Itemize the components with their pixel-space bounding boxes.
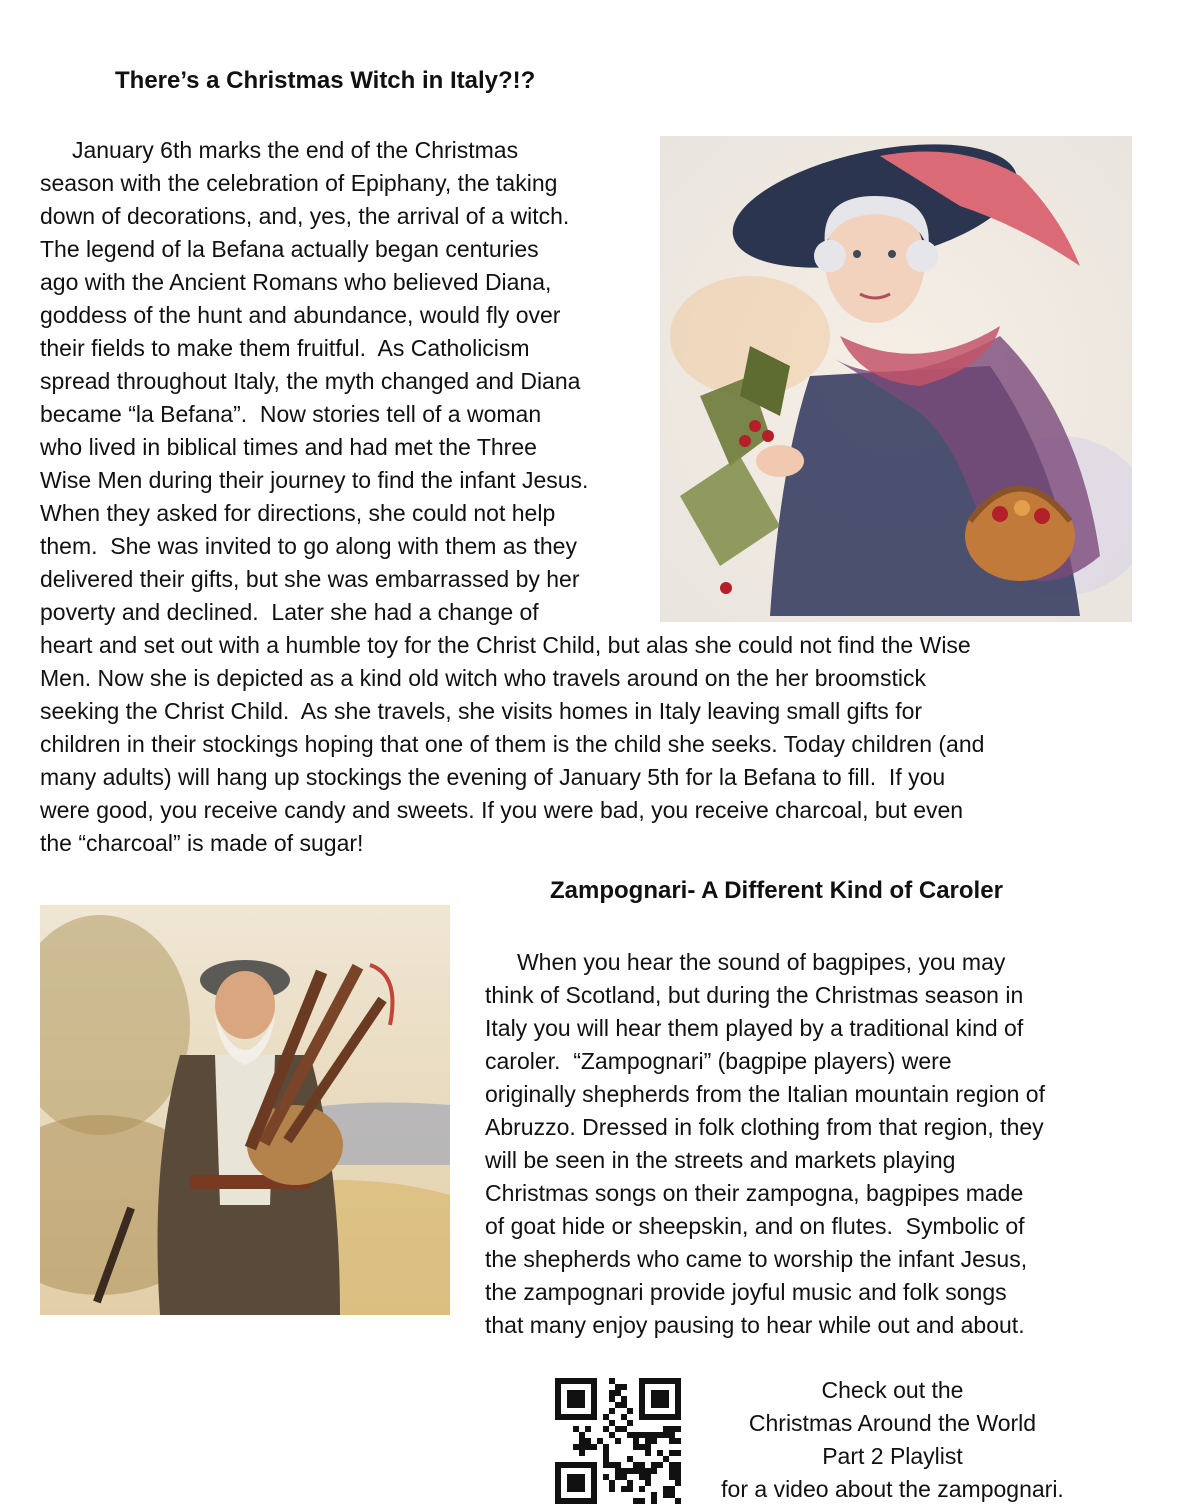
text-line: the zampognari provide joyful music and folk songs	[485, 1279, 1007, 1305]
text-line: Italy you will hear them played by a traditional kind of	[485, 1015, 1024, 1041]
text-line: children in their stockings hoping that one of them is the child she seeks. Today children (and	[40, 731, 985, 757]
text-line: Christmas songs on their zampogna, bagpipes made	[485, 1180, 1024, 1206]
text-line: season with the celebration of Epiphany, the taking	[40, 170, 558, 196]
text-line: delivered their gifts, but she was embarrassed by her	[40, 566, 580, 592]
text-line: When you hear the sound of bagpipes, you may	[485, 949, 1006, 975]
text-line: ago with the Ancient Romans who believed Diana,	[40, 269, 552, 295]
text-line: the “charcoal” is made of sugar!	[40, 830, 364, 856]
text-line: their fields to make them fruitful. As Catholicism	[40, 335, 530, 361]
text-line: January 6th marks the end of the Christmas	[40, 137, 519, 163]
text-line: of goat hide or sheepskin, and on flutes. Symbolic of	[485, 1213, 1025, 1239]
text-line: were good, you receive candy and sweets. If you were bad, you receive charcoal, but even	[40, 797, 964, 823]
text-line: Wise Men during their journey to find the infant Jesus.	[40, 467, 589, 493]
playlist-line-2: Christmas Around the World	[748, 1410, 1037, 1436]
text-line: When they asked for directions, she could not help	[40, 500, 556, 526]
qr-code[interactable]	[555, 1378, 681, 1504]
text-line: who lived in biblical times and had met the Three	[40, 434, 537, 460]
text-line: that many enjoy pausing to hear while out and about.	[485, 1312, 1025, 1338]
text-line: became “la Befana”. Now stories tell of a woman	[40, 401, 542, 427]
section-title-zampognari: Zampognari- A Different Kind of Caroler	[550, 877, 1003, 904]
text-line: think of Scotland, but during the Christmas season in	[485, 982, 1024, 1008]
text-line: Men. Now she is depicted as a kind old witch who travels around on the her broomstick	[40, 665, 926, 691]
text-line: will be seen in the streets and markets playing	[485, 1147, 956, 1173]
text-line: The legend of la Befana actually began centuries	[40, 236, 539, 262]
text-line: them. She was invited to go along with them as they	[40, 533, 577, 559]
text-line: originally shepherds from the Italian mountain region of	[485, 1081, 1045, 1107]
text-line: poverty and declined. Later she had a change of	[40, 599, 539, 625]
text-line: caroler. “Zampognari” (bagpipe players) were	[485, 1048, 952, 1074]
befana-witch-illustration	[660, 136, 1132, 622]
zampognari-article-body	[485, 946, 1165, 1346]
playlist-line-4: for a video about the zampognari.	[721, 1476, 1064, 1502]
playlist-line-3: Part 2 Playlist	[822, 1443, 963, 1469]
text-line: seeking the Christ Child. As she travels, she visits homes in Italy leaving small gifts for	[40, 698, 923, 724]
text-line: spread throughout Italy, the myth changed and Diana	[40, 368, 581, 394]
text-line: goddess of the hunt and abundance, would fly over	[40, 302, 561, 328]
playlist-line-1: Check out the	[821, 1377, 964, 1403]
bagpipe-player-illustration	[40, 905, 450, 1315]
text-line: Abruzzo. Dressed in folk clothing from that region, they	[485, 1114, 1044, 1140]
text-line: the shepherds who came to worship the infant Jesus,	[485, 1246, 1028, 1272]
text-line: many adults) will hang up stockings the evening of January 5th for la Befana to fill. If you	[40, 764, 946, 790]
section-title-befana: There’s a Christmas Witch in Italy?!?	[115, 67, 536, 94]
text-line: down of decorations, and, yes, the arrival of a witch.	[40, 203, 570, 229]
text-line: heart and set out with a humble toy for the Christ Child, but alas she could not find the Wise	[40, 632, 971, 658]
